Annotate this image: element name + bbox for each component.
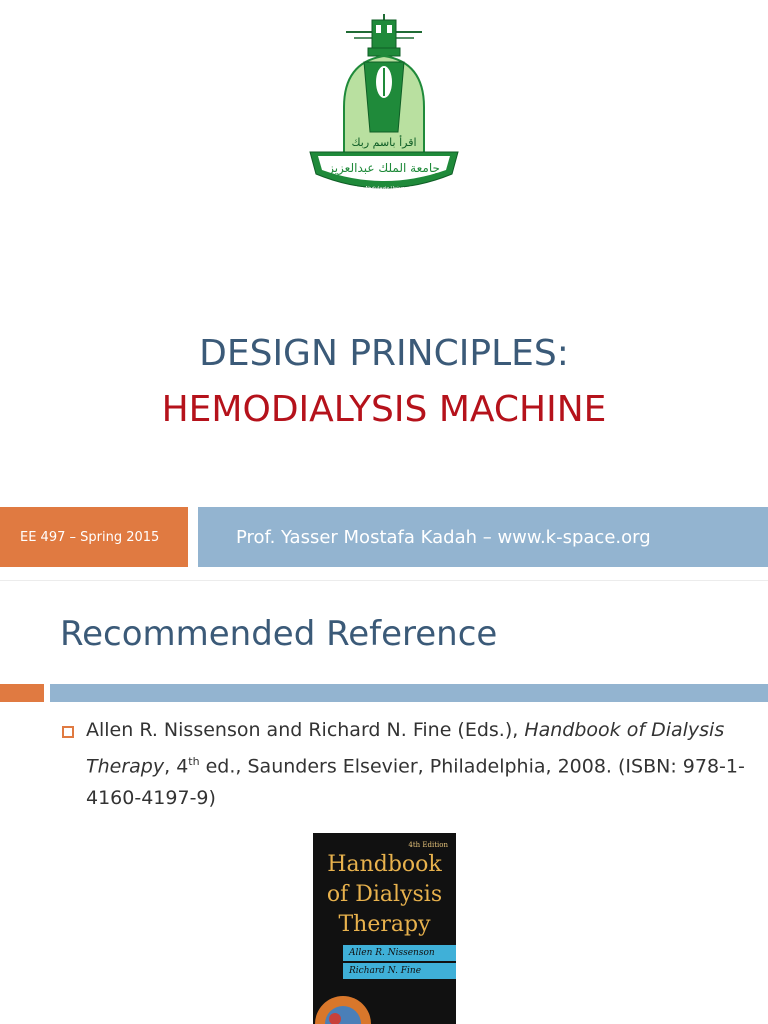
cover-title-line1: Handbook	[327, 852, 442, 877]
ref-authors: Allen R. Nissenson and Richard N. Fine (Eds.),	[86, 719, 525, 741]
cover-artwork	[313, 979, 456, 1024]
accent-bar-blue	[50, 684, 768, 702]
cover-author2: Richard N. Fine	[343, 963, 456, 979]
university-logo-icon	[306, 12, 462, 202]
course-label: EE 497 – Spring 2015	[0, 507, 188, 567]
slide-title-line2: HEMODIALYSIS MACHINE	[161, 389, 607, 430]
ref-book-title: Handbook of Dialysis Therapy	[86, 719, 725, 778]
author-label: Prof. Yasser Mostafa Kadah – www.k-space.org	[198, 507, 768, 567]
accent-bar-orange	[0, 684, 44, 702]
ref-edition: , 4	[164, 755, 189, 778]
slide-divider	[0, 580, 768, 581]
cover-title-line2: of Dialysis	[326, 882, 443, 907]
book-cover	[313, 833, 456, 1024]
logo-name-ar: جامعة الملك عبدالعزيز	[328, 161, 440, 175]
reference-text	[86, 714, 746, 814]
cover-edition: 4th Edition	[408, 841, 448, 849]
ref-edition-sup: th	[188, 755, 200, 768]
slide-heading: Recommended Reference	[60, 614, 498, 654]
cover-author1: Allen R. Nissenson	[343, 945, 456, 961]
cover-title-line3: Therapy	[338, 912, 431, 937]
square-bullet-icon	[62, 726, 74, 738]
slide-title-line1: DESIGN PRINCIPLES:	[199, 333, 569, 374]
ref-publisher: ed., Saunders Elsevier, Philadelphia, 2008. (ISBN: 978-1-4160-4197-9)	[86, 755, 745, 810]
logo-name-en: King Abdulaziz University	[352, 186, 416, 192]
logo-motto: اقرأ باسم ربك	[351, 136, 417, 149]
